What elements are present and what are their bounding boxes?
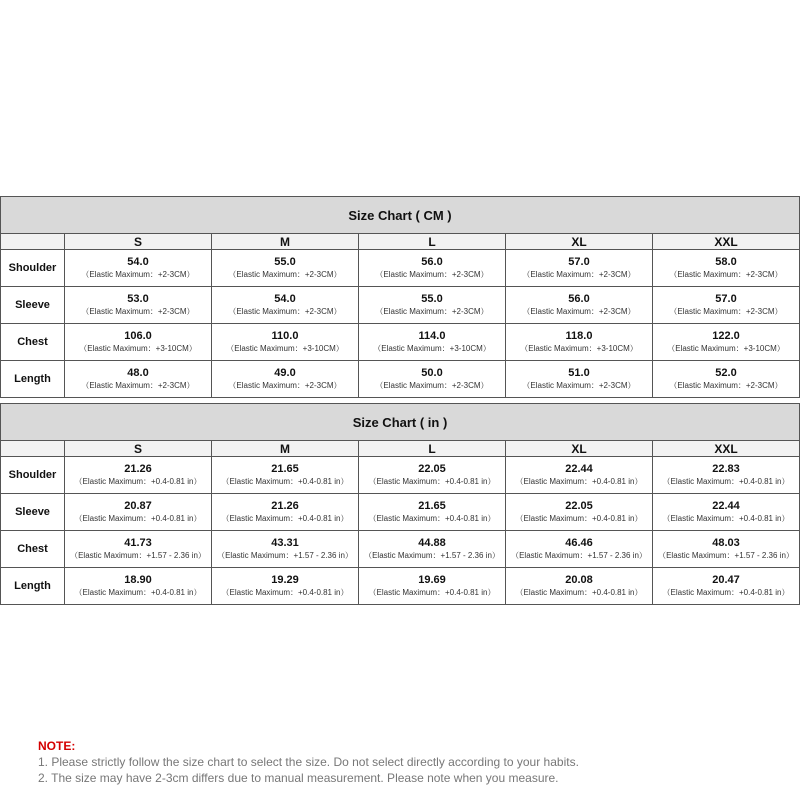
row-label: Shoulder [1, 457, 65, 494]
elastic-note: （Elastic Maximum：+2-3CM） [522, 381, 636, 390]
size-header: XL [506, 234, 653, 250]
size-cell [65, 531, 212, 568]
measurement-value: 51.0 [568, 367, 590, 379]
measurement-value: 43.31 [271, 537, 299, 549]
size-cell [65, 361, 212, 398]
elastic-note: （Elastic Maximum：+0.4-0.81 in） [221, 477, 349, 486]
elastic-note: （Elastic Maximum：+1.57 - 2.36 in） [70, 551, 206, 560]
elastic-note: （Elastic Maximum：+0.4-0.81 in） [368, 514, 496, 523]
elastic-note: （Elastic Maximum：+0.4-0.81 in） [74, 514, 202, 523]
size-chart-in [0, 403, 800, 605]
size-header: M [212, 234, 359, 250]
measurement-value: 18.90 [124, 574, 152, 586]
measurement-value: 57.0 [568, 256, 590, 268]
size-cell [506, 250, 653, 287]
size-cell [65, 287, 212, 324]
elastic-note: （Elastic Maximum：+2-3CM） [228, 307, 342, 316]
measurement-value: 22.05 [565, 500, 593, 512]
measurement-value: 58.0 [715, 256, 737, 268]
measurement-value: 20.87 [124, 500, 152, 512]
measurement-value: 122.0 [712, 330, 740, 342]
measurement-value: 52.0 [715, 367, 737, 379]
size-cell [212, 494, 359, 531]
measurement-value: 44.88 [418, 537, 446, 549]
elastic-note: （Elastic Maximum：+0.4-0.81 in） [368, 588, 496, 597]
measurement-value: 22.44 [712, 500, 740, 512]
size-cell [212, 287, 359, 324]
table-row [1, 568, 800, 605]
elastic-note: （Elastic Maximum：+0.4-0.81 in） [662, 514, 790, 523]
measurement-value: 56.0 [568, 293, 590, 305]
measurement-value: 21.65 [418, 500, 446, 512]
size-cell [359, 361, 506, 398]
elastic-note: （Elastic Maximum：+0.4-0.81 in） [368, 477, 496, 486]
measurement-value: 50.0 [421, 367, 443, 379]
elastic-note: （Elastic Maximum：+3-10CM） [520, 344, 638, 353]
size-cell [506, 531, 653, 568]
size-cell [653, 457, 800, 494]
size-cell [212, 568, 359, 605]
size-cell [653, 494, 800, 531]
table-row [1, 324, 800, 361]
row-label: Length [1, 568, 65, 605]
size-cell [359, 568, 506, 605]
elastic-note: （Elastic Maximum：+2-3CM） [375, 307, 489, 316]
notes-section [38, 738, 579, 786]
size-cell [212, 250, 359, 287]
measurement-value: 22.44 [565, 463, 593, 475]
elastic-note: （Elastic Maximum：+2-3CM） [522, 307, 636, 316]
chart-title: Size Chart ( in ) [1, 404, 800, 441]
measurement-value: 22.05 [418, 463, 446, 475]
elastic-note: （Elastic Maximum：+1.57 - 2.36 in） [364, 551, 500, 560]
elastic-note: （Elastic Maximum：+2-3CM） [81, 381, 195, 390]
measurement-value: 106.0 [124, 330, 152, 342]
elastic-note: （Elastic Maximum：+1.57 - 2.36 in） [217, 551, 353, 560]
size-cell [653, 250, 800, 287]
elastic-note: （Elastic Maximum：+2-3CM） [375, 270, 489, 279]
elastic-note: （Elastic Maximum：+0.4-0.81 in） [74, 588, 202, 597]
size-cell [506, 361, 653, 398]
elastic-note: （Elastic Maximum：+0.4-0.81 in） [221, 588, 349, 597]
size-cell [506, 324, 653, 361]
elastic-note: （Elastic Maximum：+0.4-0.81 in） [662, 588, 790, 597]
elastic-note: （Elastic Maximum：+1.57 - 2.36 in） [658, 551, 794, 560]
elastic-note: （Elastic Maximum：+2-3CM） [669, 270, 783, 279]
size-header: XXL [653, 441, 800, 457]
measurement-value: 19.69 [418, 574, 446, 586]
size-chart-cm [0, 196, 800, 398]
elastic-note: （Elastic Maximum：+0.4-0.81 in） [221, 514, 349, 523]
measurement-value: 20.47 [712, 574, 740, 586]
size-cell [653, 324, 800, 361]
size-cell [506, 568, 653, 605]
measurement-value: 41.73 [124, 537, 152, 549]
size-header-row [1, 234, 800, 250]
size-cell [359, 250, 506, 287]
header-corner [1, 234, 65, 250]
measurement-value: 55.0 [421, 293, 443, 305]
size-cell [65, 568, 212, 605]
elastic-note: （Elastic Maximum：+2-3CM） [669, 381, 783, 390]
row-label: Sleeve [1, 494, 65, 531]
elastic-note: （Elastic Maximum：+0.4-0.81 in） [515, 477, 643, 486]
size-cell [506, 494, 653, 531]
elastic-note: （Elastic Maximum：+0.4-0.81 in） [662, 477, 790, 486]
size-header-row [1, 441, 800, 457]
size-cell [212, 531, 359, 568]
measurement-value: 21.26 [271, 500, 299, 512]
row-label: Sleeve [1, 287, 65, 324]
measurement-value: 118.0 [565, 330, 593, 342]
size-cell [359, 324, 506, 361]
row-label: Length [1, 361, 65, 398]
elastic-note: （Elastic Maximum：+2-3CM） [228, 381, 342, 390]
size-cell [212, 324, 359, 361]
elastic-note: （Elastic Maximum：+2-3CM） [669, 307, 783, 316]
row-label: Chest [1, 531, 65, 568]
size-cell [359, 287, 506, 324]
table-row [1, 287, 800, 324]
size-cell [212, 457, 359, 494]
size-header: S [65, 441, 212, 457]
header-corner [1, 441, 65, 457]
size-cell [359, 457, 506, 494]
elastic-note: （Elastic Maximum：+3-10CM） [373, 344, 491, 353]
elastic-note: （Elastic Maximum：+2-3CM） [522, 270, 636, 279]
measurement-value: 22.83 [712, 463, 740, 475]
note-line: 2. The size may have 2-3cm differs due to manual measurement. Please note when you measure. [38, 771, 559, 785]
size-cell [359, 494, 506, 531]
table-row [1, 531, 800, 568]
measurement-value: 19.29 [271, 574, 299, 586]
measurement-value: 110.0 [271, 330, 299, 342]
elastic-note: （Elastic Maximum：+2-3CM） [81, 307, 195, 316]
measurement-value: 53.0 [127, 293, 149, 305]
measurement-value: 55.0 [274, 256, 296, 268]
table-row [1, 250, 800, 287]
size-cell [653, 568, 800, 605]
measurement-value: 21.65 [271, 463, 299, 475]
size-cell [506, 457, 653, 494]
size-cell [212, 361, 359, 398]
elastic-note: （Elastic Maximum：+3-10CM） [226, 344, 344, 353]
measurement-value: 49.0 [274, 367, 296, 379]
size-header: L [359, 234, 506, 250]
elastic-note: （Elastic Maximum：+0.4-0.81 in） [74, 477, 202, 486]
row-label: Chest [1, 324, 65, 361]
row-label: Shoulder [1, 250, 65, 287]
size-header: L [359, 441, 506, 457]
size-cell [653, 361, 800, 398]
size-header: XXL [653, 234, 800, 250]
elastic-note: （Elastic Maximum：+2-3CM） [228, 270, 342, 279]
size-header: M [212, 441, 359, 457]
measurement-value: 48.03 [712, 537, 740, 549]
table-row [1, 457, 800, 494]
size-cell [653, 531, 800, 568]
measurement-value: 56.0 [421, 256, 443, 268]
table-row [1, 494, 800, 531]
elastic-note: （Elastic Maximum：+2-3CM） [375, 381, 489, 390]
measurement-value: 48.0 [127, 367, 149, 379]
measurement-value: 57.0 [715, 293, 737, 305]
size-header: XL [506, 441, 653, 457]
elastic-note: （Elastic Maximum：+3-10CM） [667, 344, 785, 353]
size-cell [359, 531, 506, 568]
notes-title: NOTE: [38, 739, 76, 753]
elastic-note: （Elastic Maximum：+2-3CM） [81, 270, 195, 279]
size-cell [653, 287, 800, 324]
size-cell [65, 494, 212, 531]
elastic-note: （Elastic Maximum：+3-10CM） [79, 344, 197, 353]
measurement-value: 46.46 [565, 537, 593, 549]
elastic-note: （Elastic Maximum：+1.57 - 2.36 in） [511, 551, 647, 560]
size-cell [65, 250, 212, 287]
size-cell [506, 287, 653, 324]
size-cell [65, 324, 212, 361]
elastic-note: （Elastic Maximum：+0.4-0.81 in） [515, 514, 643, 523]
measurement-value: 54.0 [127, 256, 149, 268]
measurement-value: 54.0 [274, 293, 296, 305]
table-row [1, 361, 800, 398]
measurement-value: 21.26 [124, 463, 152, 475]
chart-title: Size Chart ( CM ) [1, 197, 800, 234]
measurement-value: 20.08 [565, 574, 593, 586]
note-line: 1. Please strictly follow the size chart to select the size. Do not select directly according to your habits. [38, 755, 579, 769]
elastic-note: （Elastic Maximum：+0.4-0.81 in） [515, 588, 643, 597]
size-header: S [65, 234, 212, 250]
size-cell [65, 457, 212, 494]
measurement-value: 114.0 [418, 330, 446, 342]
